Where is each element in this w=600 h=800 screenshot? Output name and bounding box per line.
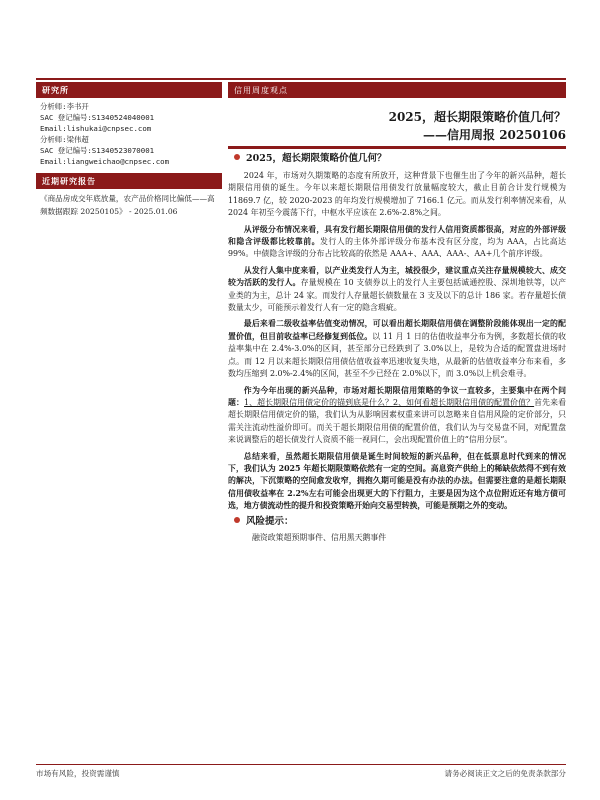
paragraph-text: 发行人的主体外部评级分布基本没有区分度，均为 AAA，占比高达 99%。中债隐含评级的分布占比较高的依然是 AAA+、AAA、AAA-、AA+几个前序评级。	[228, 237, 566, 259]
footer-disclaimer-right: 请务必阅读正文之后的免责条款部分	[444, 769, 566, 778]
company-logo	[36, 36, 186, 76]
analyst-info	[36, 98, 222, 173]
recent-report-link[interactable]: 《商品房成交年底放量，农产品价格同比偏低——高频数据跟踪 20250105》 - 2025.01.06	[40, 194, 215, 216]
paragraph-1	[228, 170, 566, 220]
column-tag: 信用周度观点	[228, 82, 566, 98]
paragraph-underline: 1、超长期限信用债定价的锚到底是什么？2、如何看超长期限信用债的配置价值？	[244, 397, 535, 407]
paragraph-4	[228, 318, 566, 380]
report-title: 2025，超长期限策略价值几何？	[388, 110, 566, 124]
risk-text: 融资政策超预期事件、信用黑天鹅事件	[252, 532, 387, 542]
analyst-email-link[interactable]: Email:liangweichao@cnpsec.com	[40, 157, 170, 166]
analyst-line: 分析师:梁伟超	[40, 135, 89, 144]
paragraph-bold: 从发行人集中度来看，以产业类发行人为主，城投很少，建议重点关注存量规模较大、成交较为活跃的发行人。	[228, 265, 566, 288]
paragraph-text: 首先来看超长期限信用债定价的锚，我们认为从影响因素权重来讲可以忽略来自信用风险的定价部分，只需关注流动性溢价即可。而关于超长期限信用债的配置价值，我们认为与交易盘不同，对配置盘来说调整后的超长债发行人资质不能一视同仁，会出现配置价值上的“信用分层”。	[228, 397, 566, 445]
title-divider	[228, 146, 566, 149]
paragraph-text: 2024 年，市场对久期策略的态度有所放开，这种背景下也催生出了今年的新兴品种，超长期限信用债的诞生。今年以来超长期限信用债发行放量幅度较大，截止目前合计发行规模为 11869.7 亿，较 2020-2023 的年均发行规模增加了 7166.1 亿元。而从发行利率情况来看，从 2024 年初至今震荡下行，中枢水平应该在 2.6%-2.8%之间。	[228, 171, 566, 218]
paragraph-6	[228, 451, 566, 513]
risk-heading	[228, 515, 566, 529]
analyst-line: SAC 登记编号:S1340524040001	[40, 113, 155, 122]
analyst-line: SAC 登记编号:S1340523070001	[40, 146, 155, 155]
top-divider	[36, 78, 566, 80]
paragraph-bold: 最后来看二级收益率估值变动情况，可以看出超长期限信用债在调整阶段能体现出一定的配置价值，但目前收益率已经修复到低位。	[228, 319, 566, 341]
bullet-icon	[234, 517, 240, 523]
section-heading	[228, 152, 566, 166]
footer-disclaimer-left: 市场有风险，投资需谨慎	[36, 769, 120, 778]
recent-reports-label: 近期研究报告	[36, 173, 222, 189]
paragraph-text: 存量规模在 10 支债券以上的发行人主要包括诚通控股、深圳地铁等，以产业类的为主，总计 24 家。而发行人存量超长债数量在 3 支及以下的总计 186 家。若存量超长债数量太少，可能预示着发行人有一定的隐含瑕疵。	[228, 278, 566, 313]
section-heading-text: 2025，超长期限策略价值几何？	[246, 153, 387, 164]
risk-heading-text: 风险提示：	[246, 515, 294, 527]
analyst-line: 分析师:李书开	[40, 102, 89, 111]
report-subtitle: ——信用周报 20250106	[423, 128, 566, 142]
paragraph-text: 以 11 月 1 日的估值收益率分布为例，多数超长债的收益率集中在 2.4%-3.0%的区间，甚至部分已经跌到了 3.0%以上，是较为合适的配置盘进场时点。而 12 月以来超长期限信用债估值收益率迅速收复失地，从最新的估值收益率分布来看，多数均压缩到 2.0%-2.4%的区间，甚至不少已经在 2.0%以下，而 3.0%以上机会难寻。	[228, 331, 566, 379]
research-label: 研究所	[36, 82, 222, 98]
sidebar	[36, 82, 222, 222]
analyst-email-link[interactable]: Email:lishukai@cnpsec.com	[40, 124, 152, 133]
paragraph-bold: 从评级分布情况来看，具有发行超长期限信用债的发行人信用资质都很高，对应的外部评级和隐含评级都比较靠前。	[228, 224, 566, 247]
footer-divider	[36, 764, 566, 765]
paragraph-5	[228, 385, 566, 447]
bullet-icon	[234, 154, 240, 160]
paragraph-bold: 总结来看，虽然超长期限信用债是诞生时间较短的新兴品种，但在低票息时代到来的情况下，我们认为 2025 年超长期限策略依然有一定的空间。高息资产供给上的稀缺依然得不到有效的解决，下沉策略的空间愈发收窄，拥抱久期可能是没有办法的办法。但需要注意的是超长期限信用债收益率在 2.2%左右可能会出现更大的下行阻力，主要是因为这个点位附近还有地方债可选，地方债流动性的提升和投资策略开始向交易型转换，可能是预期之外的变动。	[228, 451, 566, 511]
paragraph-2	[228, 224, 566, 261]
paragraph-3	[228, 265, 566, 315]
report-header	[228, 82, 566, 149]
paragraph-bold: 作为今年出现的新兴品种，市场对超长期限信用策略的争议一直较多，主要集中在两个问题：	[228, 385, 566, 407]
report-body	[228, 150, 566, 544]
